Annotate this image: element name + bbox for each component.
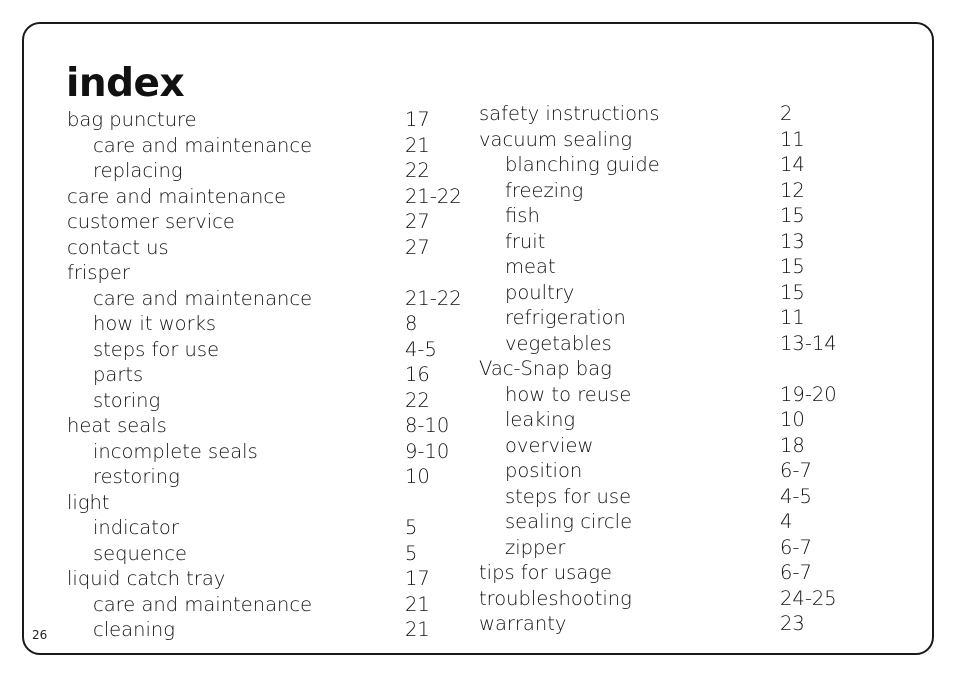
- index-subentry: [67, 439, 467, 465]
- index-term: zipper: [505, 535, 566, 559]
- index-subentry: [479, 509, 859, 535]
- index-subentry: [479, 433, 859, 459]
- index-subentry: [67, 541, 467, 567]
- index-page-ref: 10: [780, 408, 805, 431]
- index-page-ref: 21: [405, 618, 430, 641]
- index-term: fruit: [505, 229, 546, 253]
- index-page-ref: 6-7: [780, 459, 812, 482]
- index-page-ref: 15: [780, 204, 805, 227]
- index-term: care and maintenance: [67, 184, 287, 208]
- index-column-right: [479, 101, 859, 637]
- index-term: troubleshooting: [479, 586, 632, 610]
- index-subentry: [479, 229, 859, 255]
- index-term: poultry: [505, 280, 575, 304]
- index-entry: [67, 209, 467, 235]
- index-page-ref: 12: [780, 178, 805, 202]
- index-entry: [67, 184, 467, 210]
- index-page-ref: 17: [405, 108, 430, 131]
- index-subentry: [67, 362, 467, 388]
- index-page-ref: 4-5: [405, 337, 437, 361]
- index-term: blanching guide: [505, 153, 660, 176]
- index-page-ref: 27: [405, 210, 430, 233]
- index-entry: [479, 586, 859, 612]
- index-page-ref: 5: [405, 541, 418, 565]
- index-term: storing: [93, 388, 161, 412]
- index-term: care and maintenance: [93, 286, 313, 310]
- index-page-ref: 4-5: [780, 484, 812, 508]
- index-subentry: [479, 331, 859, 357]
- page-title: index: [66, 61, 185, 106]
- index-page-ref: 13-14: [780, 331, 837, 355]
- index-term: heat seals: [67, 414, 167, 437]
- index-page-ref: 21: [405, 133, 430, 157]
- index-subentry: [479, 484, 859, 510]
- index-entry: [67, 490, 467, 516]
- index-subentry: [479, 280, 859, 306]
- index-term: vacuum sealing: [479, 127, 633, 151]
- index-term: restoring: [93, 465, 180, 488]
- index-page-ref: 13: [780, 229, 805, 253]
- index-subentry: [67, 311, 467, 337]
- index-term: how it works: [93, 312, 217, 335]
- index-term: refrigeration: [505, 306, 626, 329]
- index-term: replacing: [93, 159, 183, 182]
- index-page-ref: 4: [780, 510, 793, 533]
- index-subentry: [67, 592, 467, 618]
- index-entry: [479, 356, 859, 382]
- index-page-ref: 14: [780, 153, 805, 176]
- index-page-ref: 8-10: [405, 414, 450, 437]
- index-term: care and maintenance: [93, 592, 313, 616]
- index-page-ref: 21: [405, 592, 430, 616]
- index-entry: [67, 566, 467, 592]
- index-page-ref: 27: [405, 235, 430, 259]
- index-subentry: [67, 133, 467, 159]
- index-term: liquid catch tray: [67, 567, 226, 590]
- index-page-ref: 11: [780, 306, 805, 329]
- index-subentry: [67, 464, 467, 490]
- index-page-ref: 16: [405, 363, 430, 386]
- index-term: contact us: [67, 235, 169, 259]
- index-page-ref: 17: [405, 567, 430, 590]
- index-page-ref: 24-25: [780, 586, 837, 610]
- index-term: indicator: [93, 516, 179, 539]
- index-page-ref: 5: [405, 516, 418, 539]
- index-page-ref: 18: [780, 433, 805, 457]
- index-page-ref: 15: [780, 255, 805, 278]
- index-page-ref: 21-22: [405, 286, 462, 310]
- index-term: customer service: [67, 210, 235, 233]
- index-entry: [67, 107, 467, 133]
- index-subentry: [67, 286, 467, 312]
- index-page-ref: 15: [780, 280, 805, 304]
- index-page-ref: 6-7: [780, 561, 812, 584]
- index-entry: [67, 413, 467, 439]
- index-entry: [67, 235, 467, 261]
- index-subentry: [479, 407, 859, 433]
- index-page-ref: 11: [780, 127, 805, 151]
- index-subentry: [479, 178, 859, 204]
- index-subentry: [67, 158, 467, 184]
- index-page-ref: 22: [405, 388, 430, 412]
- index-term: freezing: [505, 178, 584, 202]
- index-subentry: [67, 337, 467, 363]
- index-term: tips for usage: [479, 561, 612, 584]
- index-term: frisper: [67, 261, 130, 284]
- index-subentry: [479, 152, 859, 178]
- index-term: meat: [505, 255, 556, 278]
- index-term: bag puncture: [67, 108, 197, 131]
- index-entry: [479, 611, 859, 637]
- index-term: Vac-Snap bag: [479, 357, 612, 380]
- index-page-ref: 6-7: [780, 535, 812, 559]
- page-number: 26: [32, 628, 48, 642]
- index-term: fish: [505, 204, 540, 227]
- index-page-ref: 23: [780, 612, 805, 635]
- index-term: cleaning: [93, 618, 175, 641]
- index-term: position: [505, 459, 583, 482]
- index-term: incomplete seals: [93, 439, 258, 463]
- index-subentry: [479, 382, 859, 408]
- index-term: how to reuse: [505, 382, 632, 406]
- index-page-ref: 8: [405, 312, 418, 335]
- index-term: steps for use: [505, 484, 632, 508]
- index-subentry: [479, 254, 859, 280]
- index-subentry: [67, 388, 467, 414]
- index-term: vegetables: [505, 331, 612, 355]
- index-subentry: [479, 305, 859, 331]
- index-page-ref: 10: [405, 465, 430, 488]
- index-page-ref: 21-22: [405, 184, 462, 208]
- index-entry: [479, 560, 859, 586]
- index-entry: [479, 127, 859, 153]
- index-term: care and maintenance: [93, 133, 313, 157]
- index-term: light: [67, 490, 110, 514]
- index-term: steps for use: [93, 337, 220, 361]
- index-term: warranty: [479, 612, 567, 635]
- index-subentry: [479, 458, 859, 484]
- index-term: overview: [505, 433, 594, 457]
- index-subentry: [67, 515, 467, 541]
- index-entry: [67, 260, 467, 286]
- index-entry: [479, 101, 859, 127]
- index-page-ref: 9-10: [405, 439, 450, 463]
- index-subentry: [67, 617, 467, 643]
- index-term: parts: [93, 363, 144, 386]
- index-term: safety instructions: [479, 102, 660, 125]
- index-page-ref: 2: [780, 102, 793, 125]
- index-term: sequence: [93, 541, 187, 565]
- index-page-ref: 19-20: [780, 382, 837, 406]
- index-term: leaking: [505, 408, 576, 431]
- index-page-ref: 22: [405, 159, 430, 182]
- index-term: sealing circle: [505, 510, 633, 533]
- index-subentry: [479, 203, 859, 229]
- index-subentry: [479, 535, 859, 561]
- index-column-left: [67, 107, 467, 643]
